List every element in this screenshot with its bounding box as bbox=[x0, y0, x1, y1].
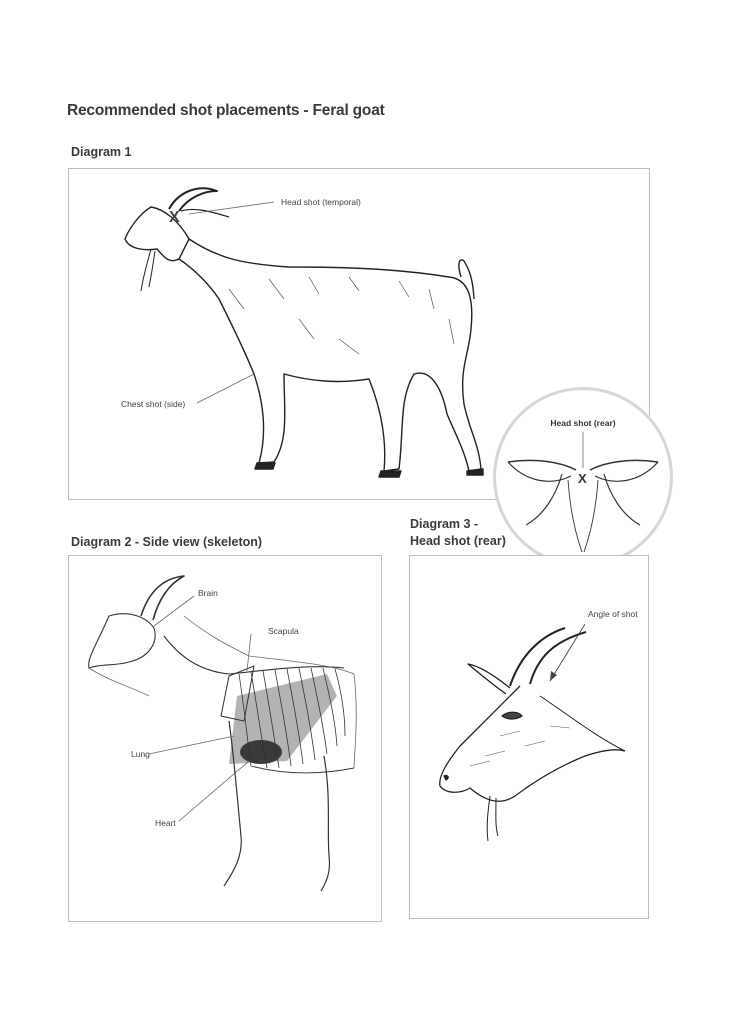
goat-horn bbox=[169, 188, 217, 211]
head-shot-marker: X bbox=[169, 209, 180, 226]
head-shot-label: Head shot (temporal) bbox=[281, 197, 361, 207]
horn-skeleton bbox=[141, 576, 184, 620]
diagram2-title: Diagram 2 - Side view (skeleton) bbox=[71, 535, 263, 549]
rear-head-inset bbox=[493, 387, 673, 567]
head-outline bbox=[440, 686, 625, 801]
beard-front bbox=[487, 796, 498, 841]
diagram2-panel bbox=[68, 555, 382, 922]
horn-front bbox=[510, 628, 586, 686]
angle-arrowhead bbox=[550, 671, 557, 681]
goat-hoof bbox=[255, 463, 483, 477]
diagram3-panel bbox=[409, 555, 649, 919]
chest-shot-leader bbox=[197, 374, 254, 403]
scapula-label: Scapula bbox=[268, 626, 299, 636]
angle-of-shot-label: Angle of shot bbox=[588, 609, 638, 619]
goat-skeleton-illustration bbox=[69, 556, 381, 921]
goat-body bbox=[179, 239, 481, 471]
ear-front bbox=[468, 664, 510, 694]
chest-shot-label: Chest shot (side) bbox=[121, 399, 186, 409]
goat-ear bbox=[181, 209, 229, 217]
brain-label: Brain bbox=[198, 588, 218, 598]
skull bbox=[89, 614, 155, 668]
diagram3-title-line2: Head shot (rear) bbox=[410, 534, 506, 548]
diagram1-title: Diagram 1 bbox=[71, 145, 132, 159]
goat-tail bbox=[459, 260, 474, 299]
lung-leader bbox=[149, 736, 234, 754]
scapula-leader bbox=[247, 634, 251, 671]
diagram3-title bbox=[410, 516, 506, 550]
rear-head-label: Head shot (rear) bbox=[550, 418, 616, 428]
neck-front bbox=[540, 696, 625, 751]
rear-shot-marker: X bbox=[578, 471, 587, 486]
nostril bbox=[444, 775, 448, 780]
heart-label: Heart bbox=[155, 818, 176, 828]
head-shot-leader bbox=[189, 202, 274, 214]
rear-head-illustration bbox=[496, 390, 670, 564]
page-title: Recommended shot placements - Feral goat bbox=[67, 102, 385, 119]
diagram3-title-line1: Diagram 3 - bbox=[410, 517, 479, 531]
hind-leg bbox=[321, 756, 330, 891]
heart-shape bbox=[240, 740, 282, 764]
goat-beard bbox=[141, 249, 155, 291]
lung-label: Lung bbox=[131, 749, 150, 759]
eye bbox=[502, 712, 522, 719]
neck-rear bbox=[568, 480, 598, 552]
